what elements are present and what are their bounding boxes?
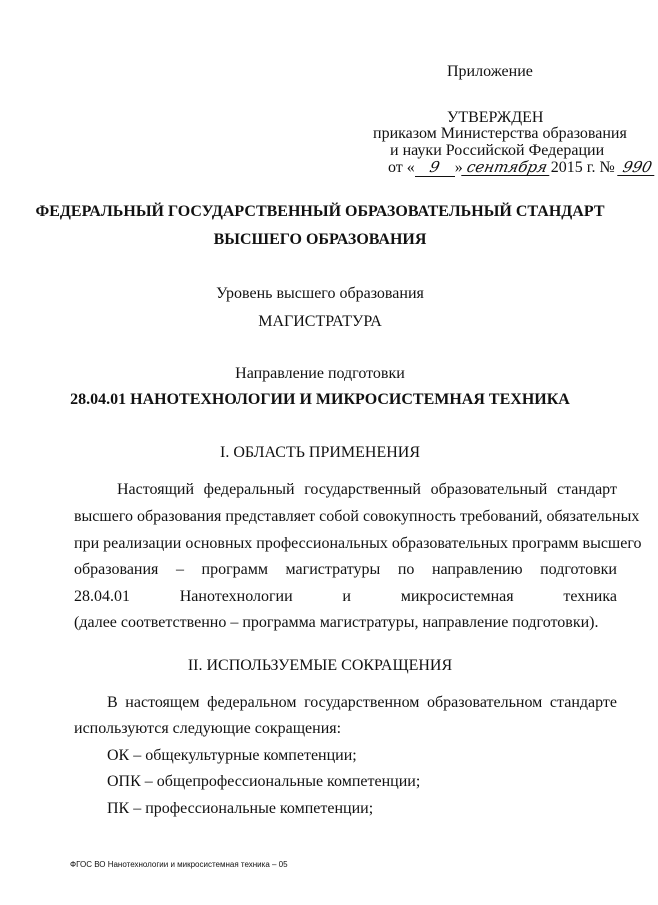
word: Нанотехнологии xyxy=(179,588,293,605)
date-month-handwritten: сентября xyxy=(461,159,553,176)
date-day-field xyxy=(415,159,455,177)
word: и xyxy=(342,588,351,605)
word: подготовки xyxy=(540,561,617,578)
order-line-1: приказом Министерства образования xyxy=(373,125,627,142)
section2-heading: II. ИСПОЛЬЗУЕМЫЕ СОКРАЩЕНИЯ xyxy=(187,657,453,674)
date-prefix: от « xyxy=(388,159,415,176)
word: 28.04.01 xyxy=(74,588,130,605)
list-item: ОК – общекультурные компетенции; xyxy=(107,747,357,764)
word: магистратуры xyxy=(285,561,381,578)
level-value: МАГИСТРАТУРА xyxy=(258,313,382,330)
page-footer: ФГОС ВО Нанотехнологии и микросистемная техника – 05 xyxy=(70,860,288,869)
word: образования xyxy=(74,561,159,578)
approved-label: УТВЕРЖДЕН xyxy=(447,109,544,126)
date-mid: » xyxy=(454,159,463,176)
order-line-2: и науки Российской Федерации xyxy=(390,142,605,159)
word: стандарт xyxy=(556,481,617,498)
word: Настоящий xyxy=(117,481,195,498)
date-day-handwritten: 9 xyxy=(428,158,442,176)
section2-row1 xyxy=(107,693,617,713)
word: – xyxy=(175,561,184,578)
word: В xyxy=(107,694,118,711)
section1-heading: I. ОБЛАСТЬ ПРИМЕНЕНИЯ xyxy=(219,444,421,461)
word: образовательный xyxy=(430,481,548,498)
word: стандарте xyxy=(549,694,617,711)
word: федеральный xyxy=(203,481,295,498)
level-label: Уровень высшего образования xyxy=(216,285,424,302)
word: государственном xyxy=(304,694,420,711)
word: федеральном xyxy=(207,694,297,711)
section1-row4 xyxy=(74,560,617,580)
date-year: 2015 г. № xyxy=(550,159,615,176)
section1-row1 xyxy=(117,480,617,500)
list-item: ПК – профессиональные компетенции; xyxy=(107,800,374,817)
word: программ xyxy=(201,561,268,578)
word: настоящем xyxy=(125,694,200,711)
word: по xyxy=(397,561,415,578)
order-date-line xyxy=(388,158,655,178)
order-number-handwritten: 990 xyxy=(617,159,657,176)
section1-row5 xyxy=(74,587,617,607)
section2-row2: используются следующие сокращения: xyxy=(74,720,342,737)
direction-value: 28.04.01 НАНОТЕХНОЛОГИИ И МИКРОСИСТЕМНАЯ ТЕХНИКА xyxy=(70,391,570,408)
appendix-label: Приложение xyxy=(447,63,533,80)
word: государственный xyxy=(304,481,421,498)
word: образовательном xyxy=(427,694,543,711)
list-item: ОПК – общепрофессиональные компетенции; xyxy=(107,773,421,790)
word: микросистемная xyxy=(400,588,514,605)
direction-label: Направление подготовки xyxy=(235,365,405,382)
document-title-line1: ФЕДЕРАЛЬНЫЙ ГОСУДАРСТВЕННЫЙ ОБРАЗОВАТЕЛЬНЫЙ СТАНДАРТ xyxy=(35,203,605,220)
word: направлению xyxy=(431,561,523,578)
word: техника xyxy=(563,588,617,605)
document-title-line2: ВЫСШЕГО ОБРАЗОВАНИЯ xyxy=(213,231,427,248)
section1-row2: высшего образования представляет собой совокупность требований, обязательных xyxy=(74,508,640,525)
section1-row3: при реализации основных профессиональных образовательных программ высшего xyxy=(74,535,642,552)
section1-row6: (далее соответственно – программа магистратуры, направление подготовки). xyxy=(74,614,599,631)
